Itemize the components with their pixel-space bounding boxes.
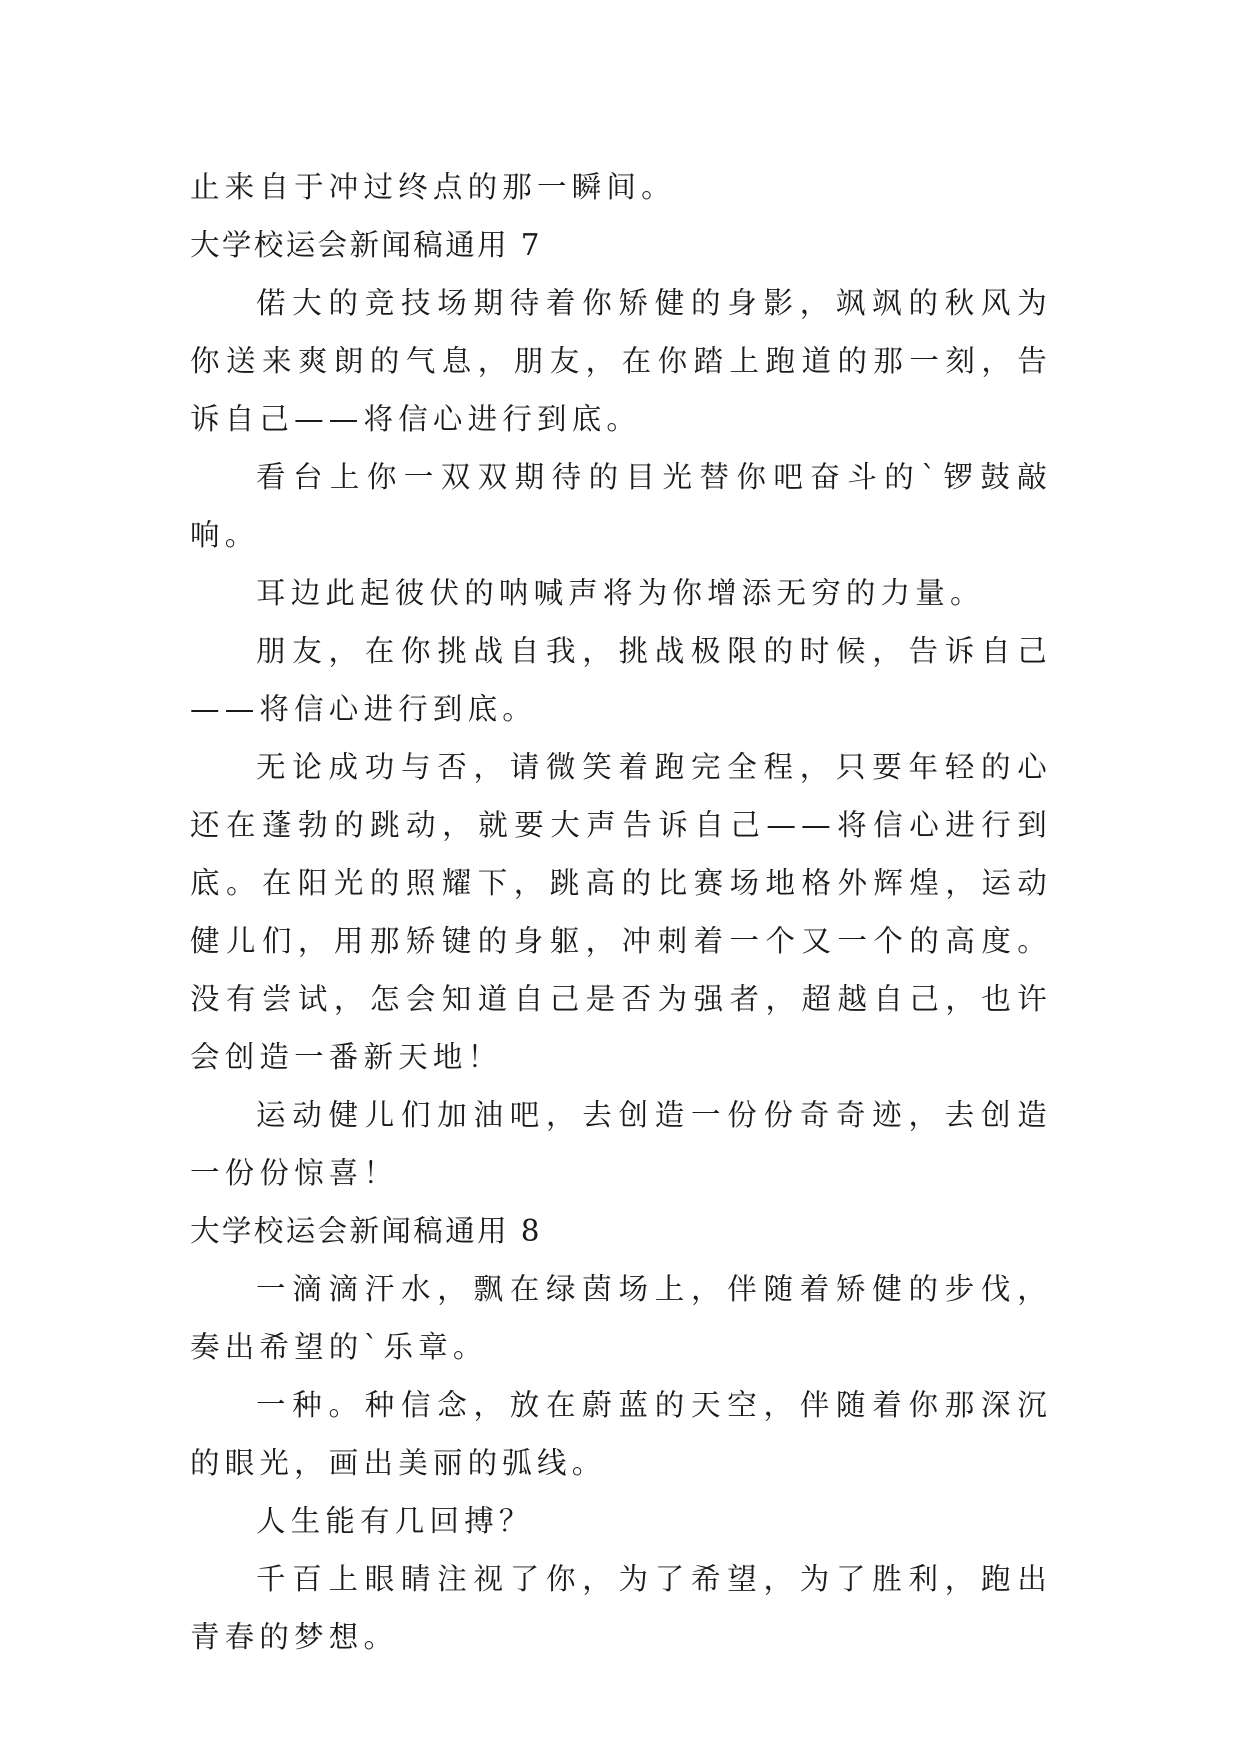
section-heading-7: 大学校运会新闻稿通用 7 — [190, 228, 542, 262]
paragraph: 朋友，在你挑战自我，挑战极限的时候，告诉自己——将信心进行到底。 — [190, 634, 1052, 726]
paragraph: 运动健儿们加油吧，去创造一份份奇奇迹，去创造一份份惊喜！ — [190, 1098, 1052, 1190]
paragraph: 看台上你一双双期待的目光替你吧奋斗的`锣鼓敲响。 — [190, 460, 1052, 552]
paragraph: 一滴滴汗水，飘在绿茵场上，伴随着矫健的步伐，奏出希望的`乐章。 — [190, 1272, 1052, 1364]
paragraph: 耳边此起彼伏的呐喊声将为你增添无穷的力量。 — [256, 576, 985, 610]
paragraph: 偌大的竞技场期待着你矫健的身影，飒飒的秋风为你送来爽朗的气息，朋友，在你踏上跑道的那一刻，告诉自己——将信心进行到底。 — [190, 286, 1052, 436]
document-body — [190, 158, 1052, 1666]
paragraph: 无论成功与否，请微笑着跑完全程，只要年轻的心还在蓬勃的跳动，就要大声告诉自己——将信心进行到底。在阳光的照耀下，跳高的比赛场地格外辉煌，运动健儿们，用那矫键的身躯，冲刺着一个又一个的高度。没有尝试，怎会知道自己是否为强者，超越自己，也许会创造一番新天地！ — [190, 750, 1052, 1074]
paragraph: 一种。种信念，放在蔚蓝的天空，伴随着你那深沉的眼光，画出美丽的弧线。 — [190, 1388, 1052, 1480]
paragraph-continuation: 止来自于冲过终点的那一瞬间。 — [190, 170, 676, 204]
paragraph: 人生能有几回搏？ — [256, 1504, 534, 1538]
paragraph: 千百上眼睛注视了你，为了希望，为了胜利，跑出青春的梦想。 — [190, 1562, 1052, 1654]
section-heading-8: 大学校运会新闻稿通用 8 — [190, 1214, 542, 1248]
